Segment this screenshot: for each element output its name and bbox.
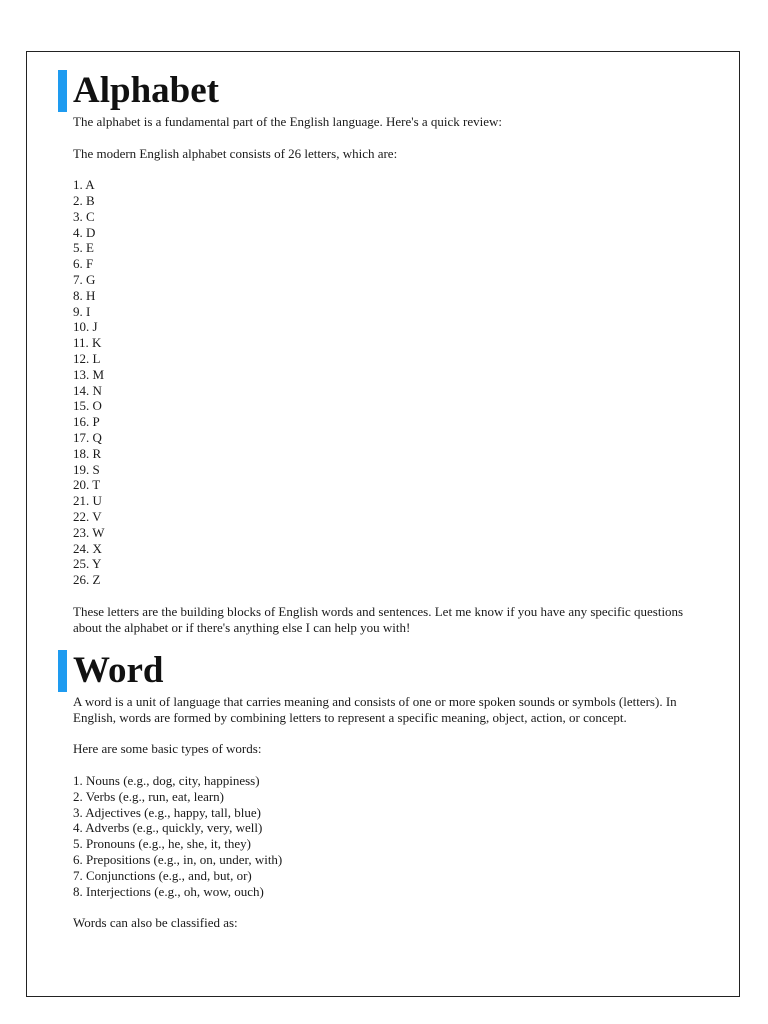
word-type-list-item: 6. Prepositions (e.g., in, on, under, with) [73, 851, 283, 867]
word-type-list-item: 2. Verbs (e.g., run, eat, learn) [73, 788, 225, 804]
letter-list-item: 7. G [73, 271, 96, 287]
letter-list-item: 15. O [73, 398, 102, 414]
letter-list-item: 13. M [73, 366, 105, 382]
letter-list-item: 2. B [73, 192, 95, 208]
alphabet-accent-bar [58, 70, 67, 112]
alphabet-heading-row [27, 68, 739, 114]
alphabet-letter-list [73, 177, 709, 588]
letter-list-item: 6. F [73, 256, 94, 272]
letter-list-item: 9. I [73, 303, 91, 319]
alphabet-heading: Alphabet [73, 70, 219, 111]
letter-list-item: 10. J [73, 319, 98, 335]
letter-list-item: 1. A [73, 177, 95, 193]
letter-list-item: 23. W [73, 524, 105, 540]
letter-list-item: 3. C [73, 208, 95, 224]
letter-list-item: 18. R [73, 445, 102, 461]
word-type-list-item: 3. Adjectives (e.g., happy, tall, blue) [73, 804, 261, 820]
letter-list-item: 21. U [73, 493, 102, 509]
letter-list-item: 14. N [73, 382, 102, 398]
letter-list-item: 16. P [73, 414, 100, 430]
letter-list-item: 8. H [73, 287, 96, 303]
letter-list-item: 26. Z [73, 572, 101, 588]
word-heading-row [27, 648, 739, 694]
letter-list-item: 22. V [73, 508, 102, 524]
alphabet-intro: The alphabet is a fundamental part of the English language. Here's a quick review: [73, 114, 503, 129]
letter-list-item: 17. Q [73, 429, 102, 445]
word-body [73, 694, 709, 931]
letter-list-item: 20. T [73, 477, 101, 493]
word-types-lead: Here are some basic types of words: [73, 741, 262, 757]
word-heading: Word [73, 650, 164, 691]
word-definition: A word is a unit of language that carries meaning and consists of one or more spoken sounds or symbols (letters). In English, words are formed by combining letters to represent a specific meaning, object, action, or concept. [73, 694, 677, 725]
word-accent-bar [58, 650, 67, 692]
page-frame [26, 51, 740, 997]
word-type-list [73, 773, 709, 899]
letter-list-item: 4. D [73, 224, 96, 240]
letter-list-item: 25. Y [73, 556, 102, 572]
alphabet-body [73, 114, 709, 635]
word-section [27, 648, 739, 931]
alphabet-closing: These letters are the building blocks of English words and sentences. Let me know if you have any specific questions about the alphabet or if there's anything else I can help you with! [73, 603, 684, 635]
word-type-list-item: 8. Interjections (e.g., oh, wow, ouch) [73, 883, 264, 899]
letter-list-item: 12. L [73, 350, 101, 366]
word-type-list-item: 7. Conjunctions (e.g., and, but, or) [73, 867, 252, 883]
word-type-list-item: 4. Adverbs (e.g., quickly, very, well) [73, 820, 263, 836]
letter-list-item: 24. X [73, 540, 102, 556]
word-trailing: Words can also be classified as: [73, 915, 238, 931]
letter-list-item: 11. K [73, 335, 102, 351]
letter-list-item: 5. E [73, 240, 94, 256]
letter-list-item: 19. S [73, 461, 100, 477]
alphabet-section [27, 68, 739, 635]
word-type-list-item: 5. Pronouns (e.g., he, she, it, they) [73, 836, 252, 852]
word-type-list-item: 1. Nouns (e.g., dog, city, happiness) [73, 772, 260, 788]
alphabet-lead: The modern English alphabet consists of 26 letters, which are: [73, 145, 398, 161]
